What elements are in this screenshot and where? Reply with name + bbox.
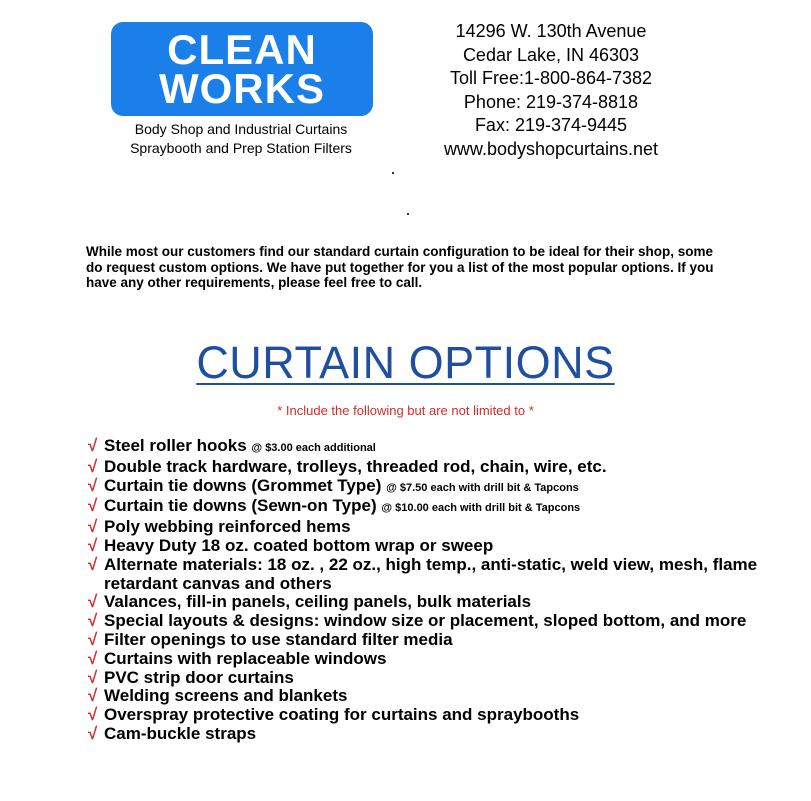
check-mark-icon: √ — [88, 592, 98, 612]
check-mark-icon: √ — [88, 611, 98, 631]
option-text: Steel roller hooks — [104, 436, 247, 455]
check-mark-icon: √ — [88, 554, 98, 574]
option-item — [88, 669, 808, 688]
street-address: 14296 W. 130th Avenue — [455, 21, 647, 41]
options-subnote: * Include the following but are not limited to * — [277, 403, 534, 418]
option-item — [88, 612, 808, 631]
check-mark-icon: √ — [88, 496, 98, 516]
company-tagline — [100, 120, 382, 158]
option-item — [88, 437, 808, 458]
option-text: Double track hardware, trolleys, threaded rod, chain, wire, etc. — [104, 456, 607, 476]
option-price: @ $10.00 each with drill bit & Tapcons — [381, 502, 581, 515]
tagline-line-2: Spraybooth and Prep Station Filters — [130, 140, 352, 156]
check-mark-icon: √ — [88, 475, 98, 495]
option-item — [88, 631, 808, 650]
option-item — [88, 518, 808, 537]
website-url: www.bodyshopcurtains.net — [443, 138, 659, 159]
check-mark-icon: √ — [88, 723, 98, 743]
check-mark-icon: √ — [88, 705, 98, 725]
logo-line-2: WORKS — [159, 65, 325, 112]
option-item — [88, 477, 808, 498]
check-mark-icon: √ — [88, 686, 98, 706]
toll-free-number: Toll Free:1-800-864-7382 — [449, 68, 653, 88]
fax-number: Fax: 219-374-9445 — [474, 115, 628, 135]
option-text: Special layouts & designs: window size or placement, sloped bottom, and more — [104, 611, 747, 631]
option-text: PVC strip door curtains — [104, 667, 294, 687]
scan-speck — [392, 172, 394, 174]
contact-block — [412, 20, 690, 161]
check-mark-icon: √ — [88, 648, 98, 668]
check-mark-icon: √ — [88, 517, 98, 537]
option-item — [88, 458, 808, 477]
option-item — [88, 593, 808, 612]
intro-paragraph: While most our customers find our standard curtain configuration to be ideal for their shop, some do request custom options. We have put together for you a list of the most popular options. If you have any other requirements, please feel free to call. — [86, 244, 714, 290]
option-text: Curtains with replaceable windows — [104, 648, 387, 668]
option-item — [88, 706, 808, 725]
option-item — [88, 725, 808, 744]
option-price: @ $3.00 each additional — [251, 442, 376, 454]
option-item — [88, 650, 808, 669]
option-item — [88, 537, 808, 556]
check-mark-icon: √ — [88, 629, 98, 649]
option-item — [88, 497, 808, 518]
option-item — [88, 687, 808, 706]
tagline-line-1: Body Shop and Industrial Curtains — [134, 121, 348, 137]
option-item — [88, 556, 808, 594]
option-text: Valances, fill-in panels, ceiling panels, bulk materials — [104, 592, 532, 612]
options-list — [88, 437, 808, 744]
scan-speck — [407, 213, 409, 215]
option-text: Alternate materials: 18 oz. , 22 oz., high temp., anti-static, weld view, mesh, flame retardant canvas and others — [104, 554, 758, 593]
check-mark-icon: √ — [88, 436, 98, 455]
check-mark-icon: √ — [88, 667, 98, 687]
phone-number: Phone: 219-374-8818 — [463, 91, 639, 112]
company-logo — [111, 22, 373, 116]
option-price: @ $7.50 each with drill bit & Tapcons — [386, 481, 579, 494]
option-text: Welding screens and blankets — [104, 686, 348, 706]
check-mark-icon: √ — [88, 535, 98, 555]
option-text: Cam-buckle straps — [104, 723, 257, 743]
page-title-text: CURTAIN OPTIONS — [196, 337, 615, 388]
check-mark-icon: √ — [88, 456, 98, 476]
option-text: Poly webbing reinforced hems — [104, 517, 351, 537]
option-text: Overspray protective coating for curtains and spraybooths — [104, 705, 580, 725]
logo-line-1: CLEAN — [167, 26, 317, 73]
option-text: Filter openings to use standard filter media — [104, 629, 453, 649]
option-text: Heavy Duty 18 oz. coated bottom wrap or sweep — [104, 535, 494, 555]
city-state-zip: Cedar Lake, IN 46303 — [462, 44, 640, 65]
option-text: Curtain tie downs (Grommet Type) — [104, 475, 382, 495]
option-text: Curtain tie downs (Sewn-on Type) — [104, 496, 377, 516]
page-title — [0, 337, 811, 389]
